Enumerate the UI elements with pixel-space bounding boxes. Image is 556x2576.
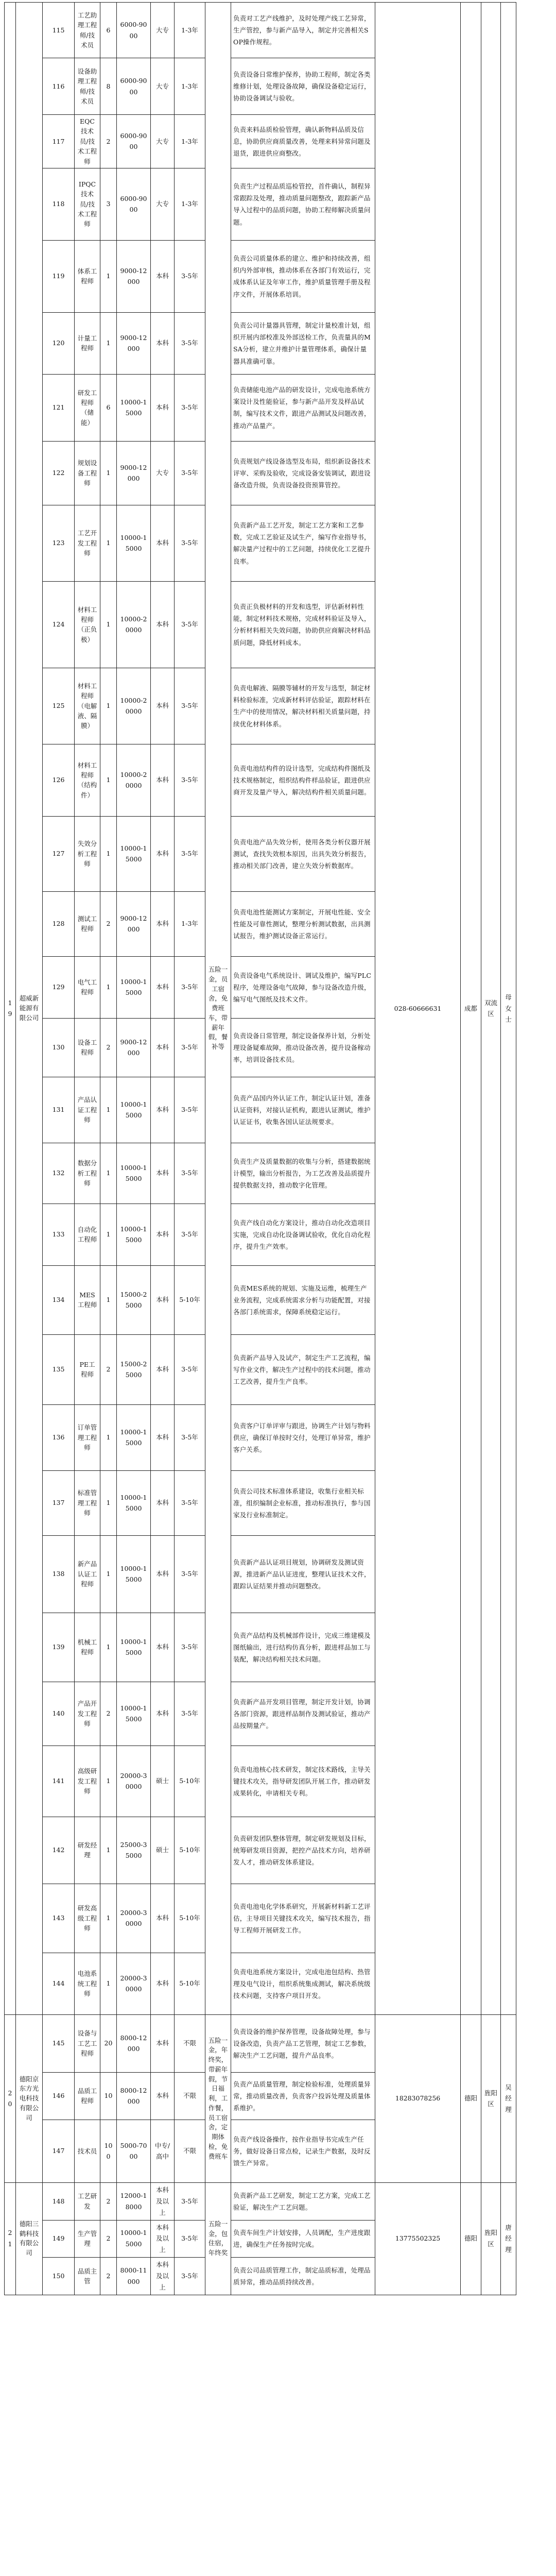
headcount: 1 <box>100 1884 117 1953</box>
education: 大专 <box>151 168 175 240</box>
post-number: 130 <box>43 1018 75 1077</box>
education: 大专 <box>151 441 175 505</box>
post-number: 127 <box>43 816 75 891</box>
experience: 3-5年 <box>175 374 205 441</box>
experience: 3-5年 <box>175 1404 205 1470</box>
salary-range: 15000-25000 <box>117 1334 151 1404</box>
experience: 不限 <box>175 2120 205 2182</box>
headcount: 2 <box>100 2182 117 2220</box>
salary-range: 8000-11000 <box>117 2258 151 2295</box>
experience: 5-10年 <box>175 1265 205 1334</box>
education: 中专/高中 <box>151 2120 175 2182</box>
post-name: 高级研发工程师 <box>75 1745 100 1817</box>
post-name: 标准管理工程师 <box>75 1470 100 1535</box>
salary-range: 20000-30000 <box>117 1884 151 1953</box>
post-name: 材料工程师（电解液、隔膜） <box>75 668 100 744</box>
post-number: 139 <box>43 1613 75 1682</box>
post-name: 品质工程师 <box>75 2072 100 2120</box>
experience: 3-5年 <box>175 816 205 891</box>
post-name: IPQC技术员/技术工程师 <box>75 168 100 240</box>
experience: 不限 <box>175 2072 205 2120</box>
salary-range: 10000-15000 <box>117 1613 151 1682</box>
job-duty: 负责公司质量体系的建立、维护和持续改善，组织内外部审核，推动体系在各部门有效运行，完成体系认证及年审工作，维护质量管理手册及程序文件，开展体系培训。 <box>231 240 375 312</box>
salary-range: 10000-15000 <box>117 1204 151 1265</box>
post-number: 136 <box>43 1404 75 1470</box>
post-name: 产品认证工程师 <box>75 1077 100 1143</box>
company-benefits: 五险一金，年终奖，带薪年假，节日福利，工作餐，员工宿舍，定期体检，免费班车 <box>205 2014 231 2182</box>
job-duty: 负责产品国内外认证工作，制定认证计划，准备认证资料，对接认证机构，跟进认证测试，维护认证证书，收集各国认证法规要求。 <box>231 1077 375 1143</box>
job-duty: 负责生产及质量数据的收集与分析，搭建数据统计模型，输出分析报告，为工艺改善及品质提升提供数据支持，推动数字化管理。 <box>231 1143 375 1204</box>
post-name: 测试工程师 <box>75 891 100 956</box>
job-duty: 负责电池系统方案设计，完成电池包结构、热管理及电气设计，组织系统集成测试，解决系统级技术问题，支持客户项目开发。 <box>231 1953 375 2014</box>
post-name: 研发工程师（储能） <box>75 374 100 441</box>
post-name: 订单管理工程师 <box>75 1404 100 1470</box>
post-number: 144 <box>43 1953 75 2014</box>
post-number: 121 <box>43 374 75 441</box>
salary-range: 10000-15000 <box>117 1682 151 1745</box>
job-duty: 负责新产品工艺研发，制定工艺方案，完成工艺验证，解决生产工艺问题。 <box>231 2182 375 2220</box>
education: 本科及以上 <box>151 2182 175 2220</box>
post-number: 150 <box>43 2258 75 2295</box>
post-number: 147 <box>43 2120 75 2182</box>
job-duty: 负责产线设备操作，按作业指导书完成生产任务，做好设备日常点检，记录生产数据，及时反馈生产异常。 <box>231 2120 375 2182</box>
headcount: 2 <box>100 115 117 168</box>
education: 本科 <box>151 581 175 668</box>
post-name: 生产管理 <box>75 2220 100 2258</box>
company-phone: 028-60666631 <box>375 3 461 2015</box>
headcount: 1 <box>100 1143 117 1204</box>
salary-range: 10000-15000 <box>117 816 151 891</box>
job-duty: 负责电池性能测试方案制定，开展电性能、安全性能及可靠性测试，整理分析测试数据，出具测试报告，维护测试设备正常运行。 <box>231 891 375 956</box>
headcount: 2 <box>100 2220 117 2258</box>
company-county: 德阳 <box>461 2014 481 2182</box>
headcount: 10 <box>100 2072 117 2120</box>
education: 本科 <box>151 1077 175 1143</box>
headcount: 1 <box>100 816 117 891</box>
post-name: 品质主管 <box>75 2258 100 2295</box>
education: 硕士 <box>151 1745 175 1817</box>
experience: 1-3年 <box>175 3 205 58</box>
salary-range: 10000-20000 <box>117 668 151 744</box>
experience: 5-10年 <box>175 1953 205 2014</box>
post-number: 116 <box>43 58 75 115</box>
headcount: 1 <box>100 668 117 744</box>
job-duty: 负责车间生产计划安排，人员调配，生产进度跟进，确保生产任务按时完成。 <box>231 2220 375 2258</box>
post-name: 材料工程师（结构件） <box>75 744 100 816</box>
post-number: 123 <box>43 505 75 581</box>
headcount: 1 <box>100 1470 117 1535</box>
salary-range: 25000-35000 <box>117 1817 151 1884</box>
company-county: 成都 <box>461 3 481 2015</box>
headcount: 1 <box>100 1613 117 1682</box>
company-contact: 唐经理 <box>501 2182 516 2295</box>
post-name: 技术员 <box>75 2120 100 2182</box>
job-duty: 负责客户订单评审与跟进，协调生产计划与物料供应，确保订单按时交付，处理订单异常，维护客户关系。 <box>231 1404 375 1470</box>
job-duty: 负责新产品认证项目规划，协调研发及测试资源，推进新产品认证进度，整理认证技术文件，跟踪认证结果并推动问题整改。 <box>231 1535 375 1613</box>
post-name: 研发高级工程师 <box>75 1884 100 1953</box>
headcount: 1 <box>100 1204 117 1265</box>
headcount: 1 <box>100 956 117 1018</box>
post-number: 129 <box>43 956 75 1018</box>
experience: 5-10年 <box>175 1817 205 1884</box>
table-row <box>5 2182 552 2220</box>
education: 本科 <box>151 1404 175 1470</box>
headcount: 1 <box>100 1077 117 1143</box>
job-duty: 负责公司技术标准体系建设，收集行业相关标准，组织编制企业标准，推动标准执行，参与国家及行业标准制定。 <box>231 1470 375 1535</box>
post-number: 133 <box>43 1204 75 1265</box>
salary-range: 5000-7000 <box>117 2120 151 2182</box>
salary-range: 10000-20000 <box>117 744 151 816</box>
education: 本科 <box>151 956 175 1018</box>
post-number: 119 <box>43 240 75 312</box>
salary-range: 10000-15000 <box>117 956 151 1018</box>
post-name: 材料工程师（正负极） <box>75 581 100 668</box>
experience: 3-5年 <box>175 1077 205 1143</box>
experience: 1-3年 <box>175 891 205 956</box>
post-name: 机械工程师 <box>75 1613 100 1682</box>
post-number: 135 <box>43 1334 75 1404</box>
headcount: 1 <box>100 312 117 374</box>
job-duty: 负责来料品质检验管理，确认新物料品质及信息，协助供应商质量改善，处理来料异常问题及退货，跟进供应商整改。 <box>231 115 375 168</box>
post-name: 失效分析工程师 <box>75 816 100 891</box>
headcount: 1 <box>100 1535 117 1613</box>
post-name: 体系工程师 <box>75 240 100 312</box>
post-name: 电气工程师 <box>75 956 100 1018</box>
education: 本科 <box>151 1204 175 1265</box>
headcount: 1 <box>100 1404 117 1470</box>
salary-range: 12000-18000 <box>117 2182 151 2220</box>
experience: 3-5年 <box>175 1204 205 1265</box>
post-number: 117 <box>43 115 75 168</box>
education: 本科 <box>151 312 175 374</box>
job-duty: 负责设备日常管理，制定设备保养计划，分析处理设备疑难故障，推动设备改善，提升设备稼动率，培训设备技术员。 <box>231 1018 375 1077</box>
salary-range: 6000-9000 <box>117 3 151 58</box>
headcount: 2 <box>100 1682 117 1745</box>
experience: 3-5年 <box>175 441 205 505</box>
job-duty: 负责电池结构件的设计选型，完成结构件图纸及技术规格制定，组织结构件样品验证，跟进供应商开发及量产导入，解决结构件相关质量问题。 <box>231 744 375 816</box>
post-name: 工艺研发 <box>75 2182 100 2220</box>
headcount: 8 <box>100 58 117 115</box>
post-name: 自动化工程师 <box>75 1204 100 1265</box>
education: 本科 <box>151 1334 175 1404</box>
job-duty: 负责规划产线设备选型及布局，组织新设备技术评审、采购及验收，完成设备安装调试，跟进设备改造升级，负责设备投资预算管控。 <box>231 441 375 505</box>
job-table <box>4 2 552 2295</box>
salary-range: 9000-12000 <box>117 240 151 312</box>
post-number: 126 <box>43 744 75 816</box>
company-county: 德阳 <box>461 2182 481 2295</box>
education: 本科 <box>151 668 175 744</box>
job-duty: 负责新产品工艺开发，制定工艺方案和工艺参数，完成工艺验证及试生产，编写作业指导书，解决量产过程中的工艺问题，持续优化工艺提升良率。 <box>231 505 375 581</box>
job-duty: 负责MES系统的规划、实施及运维，梳理生产业务流程，完成系统需求分析与功能配置，对接各部门系统需求，保障系统稳定运行。 <box>231 1265 375 1334</box>
job-duty: 负责电解液、隔膜等辅材的开发与选型，制定材料检验标准，完成新材料评估验证，跟踪材料在生产中的使用情况，解决材料相关质量问题，持续优化材料体系。 <box>231 668 375 744</box>
job-duty: 负责设备的维护保养管理，设备故障处理，参与设备改造，负责产品工艺管理，制定工艺参数，解决生产工艺问题，提升产品良率。 <box>231 2014 375 2072</box>
experience: 3-5年 <box>175 1334 205 1404</box>
job-duty: 负责生产过程品质巡检管控，首件确认，制程异常跟踪及处理，推动质量问题整改，跟踪新产品导入过程中的品质问题，协助工程师解决质量问题。 <box>231 168 375 240</box>
job-duty: 负责产线自动化方案设计，推动自动化改造项目实施，完成自动化设备调试验收，优化自动化程序，提升生产效率。 <box>231 1204 375 1265</box>
post-number: 141 <box>43 1745 75 1817</box>
post-name: 工艺开发工程师 <box>75 505 100 581</box>
experience: 3-5年 <box>175 744 205 816</box>
education: 本科 <box>151 816 175 891</box>
experience: 3-5年 <box>175 1682 205 1745</box>
table-row <box>5 2014 552 2072</box>
job-duty: 负责产品质量管理，制定检验标准，处理质量异常，推动质量改善，负责客户投诉处理及质量体系维护。 <box>231 2072 375 2120</box>
experience: 3-5年 <box>175 1018 205 1077</box>
education: 本科 <box>151 1535 175 1613</box>
education: 本科 <box>151 1265 175 1334</box>
experience: 1-3年 <box>175 58 205 115</box>
post-number: 146 <box>43 2072 75 2120</box>
headcount: 1 <box>100 441 117 505</box>
salary-range: 10000-15000 <box>117 1470 151 1535</box>
salary-range: 10000-20000 <box>117 581 151 668</box>
company-phone: 13775502325 <box>375 2182 461 2295</box>
salary-range: 20000-30000 <box>117 1953 151 2014</box>
table-row <box>5 3 552 58</box>
education: 本科 <box>151 240 175 312</box>
salary-range: 10000-15000 <box>117 1404 151 1470</box>
company-name: 超威新能源有限公司 <box>16 3 43 2015</box>
salary-range: 9000-12000 <box>117 441 151 505</box>
education: 本科 <box>151 1470 175 1535</box>
headcount: 2 <box>100 1018 117 1077</box>
salary-range: 9000-12000 <box>117 1018 151 1077</box>
experience: 3-5年 <box>175 1470 205 1535</box>
headcount: 1 <box>100 581 117 668</box>
experience: 3-5年 <box>175 1535 205 1613</box>
headcount: 6 <box>100 3 117 58</box>
post-number: 124 <box>43 581 75 668</box>
company-contact: 母女士 <box>501 3 516 2015</box>
experience: 3-5年 <box>175 2182 205 2220</box>
post-name: 产品开发工程师 <box>75 1682 100 1745</box>
company-phone: 18283078256 <box>375 2014 461 2182</box>
headcount: 20 <box>100 2014 117 2072</box>
headcount: 1 <box>100 1953 117 2014</box>
post-number: 137 <box>43 1470 75 1535</box>
education: 硕士 <box>151 1817 175 1884</box>
job-duty: 负责设备电气系统设计、调试及维护，编写PLC程序，处理设备电气故障，参与设备改造升级，编写电气图纸及技术文件。 <box>231 956 375 1018</box>
education: 本科 <box>151 1613 175 1682</box>
headcount: 2 <box>100 891 117 956</box>
post-name: 设备助理工程师/技术员 <box>75 58 100 115</box>
post-number: 132 <box>43 1143 75 1204</box>
company-contact: 吴经理 <box>501 2014 516 2182</box>
company-benefits: 五险一金，包住宿，年终奖 <box>205 2182 231 2295</box>
job-duty: 负责电池核心技术研发，制定技术路线，主导关键技术攻关，指导研发团队开展工作，推动研发成果转化，申请相关专利。 <box>231 1745 375 1817</box>
education: 大专 <box>151 115 175 168</box>
experience: 3-5年 <box>175 1143 205 1204</box>
post-name: 数据分析工程师 <box>75 1143 100 1204</box>
post-name: 设备与工艺工程师 <box>75 2014 100 2072</box>
headcount: 2 <box>100 2258 117 2295</box>
experience: 3-5年 <box>175 2220 205 2258</box>
job-duty: 负责研发团队整体管理，制定研发规划及目标，统筹研发项目资源，把控产品技术方向，培养研发人才，推动研发体系建设。 <box>231 1817 375 1884</box>
education: 本科 <box>151 1953 175 2014</box>
company-district: 旌阳区 <box>481 2014 501 2182</box>
post-number: 148 <box>43 2182 75 2220</box>
job-duty: 负责储能电池产品的研发设计，完成电池系统方案设计及性能验证，参与新产品开发及样品试制，编写技术文件，跟进产品测试及问题改善，推动产品量产。 <box>231 374 375 441</box>
job-duty: 负责对工艺产线维护，及时处理产线工艺异常，生产管控，参与新产品导入，制定并完善相关SOP操作规程。 <box>231 3 375 58</box>
company-index: 20 <box>5 2014 16 2182</box>
job-duty: 负责设备日常维护保养，协助工程师，制定各类维修计划，处理设备故障，确保设备稳定运行，协助设备调试与验收。 <box>231 58 375 115</box>
company-name: 德阳三鹤科技有限公司 <box>16 2182 43 2295</box>
experience: 3-5年 <box>175 1613 205 1682</box>
salary-range: 9000-12000 <box>117 312 151 374</box>
education: 本科 <box>151 891 175 956</box>
experience: 3-5年 <box>175 2258 205 2295</box>
post-number: 131 <box>43 1077 75 1143</box>
salary-range: 8000-12000 <box>117 2072 151 2120</box>
salary-range: 6000-9000 <box>117 58 151 115</box>
company-name: 德阳京东方光电科技有限公司 <box>16 2014 43 2182</box>
headcount: 100 <box>100 2120 117 2182</box>
education: 本科 <box>151 1143 175 1204</box>
job-duty: 负责电池电化学体系研究，开展新材料新工艺评估，主导项目关键技术攻关，编写技术报告，指导工程师开展研发工作。 <box>231 1884 375 1953</box>
company-district: 双流区 <box>481 3 501 2015</box>
company-district: 旌阳区 <box>481 2182 501 2295</box>
post-number: 143 <box>43 1884 75 1953</box>
education: 本科 <box>151 1884 175 1953</box>
headcount: 1 <box>100 1745 117 1817</box>
headcount: 3 <box>100 168 117 240</box>
experience: 1-3年 <box>175 168 205 240</box>
headcount: 1 <box>100 1265 117 1334</box>
salary-range: 9000-12000 <box>117 891 151 956</box>
job-duty: 负责公司品质管理工作，制定品质标准，处理品质异常，推动品质持续改善。 <box>231 2258 375 2295</box>
headcount: 6 <box>100 374 117 441</box>
company-index: 21 <box>5 2182 16 2295</box>
job-duty: 负责产品结构及机械部件设计，完成三维建模及图纸输出，进行结构仿真分析，跟进样品加工与装配，解决结构相关技术问题。 <box>231 1613 375 1682</box>
post-name: PE工程师 <box>75 1334 100 1404</box>
headcount: 1 <box>100 240 117 312</box>
education: 本科及以上 <box>151 2220 175 2258</box>
headcount: 1 <box>100 1817 117 1884</box>
company-benefits: 五险一金，员工宿舍，免费班车，带薪年假，餐补等 <box>205 3 231 2015</box>
salary-range: 6000-9000 <box>117 115 151 168</box>
post-name: 电池系统工程师 <box>75 1953 100 2014</box>
experience: 3-5年 <box>175 581 205 668</box>
education: 本科 <box>151 374 175 441</box>
experience: 5-10年 <box>175 1884 205 1953</box>
post-name: MES工程师 <box>75 1265 100 1334</box>
salary-range: 10000-15000 <box>117 505 151 581</box>
headcount: 1 <box>100 505 117 581</box>
post-number: 115 <box>43 3 75 58</box>
post-number: 138 <box>43 1535 75 1613</box>
experience: 不限 <box>175 2014 205 2072</box>
post-number: 142 <box>43 1817 75 1884</box>
experience: 3-5年 <box>175 312 205 374</box>
education: 本科及以上 <box>151 2258 175 2295</box>
education: 本科 <box>151 1682 175 1745</box>
salary-range: 10000-15000 <box>117 2220 151 2258</box>
experience: 3-5年 <box>175 240 205 312</box>
education: 大专 <box>151 58 175 115</box>
education: 大专 <box>151 3 175 58</box>
salary-range: 10000-15000 <box>117 374 151 441</box>
education: 本科 <box>151 2014 175 2072</box>
education: 本科 <box>151 2072 175 2120</box>
experience: 1-3年 <box>175 115 205 168</box>
experience: 3-5年 <box>175 668 205 744</box>
salary-range: 15000-25000 <box>117 1265 151 1334</box>
salary-range: 10000-15000 <box>117 1077 151 1143</box>
experience: 5-10年 <box>175 1745 205 1817</box>
experience: 3-5年 <box>175 505 205 581</box>
post-name: 规划设备工程师 <box>75 441 100 505</box>
salary-range: 10000-15000 <box>117 1143 151 1204</box>
post-number: 118 <box>43 168 75 240</box>
salary-range: 8000-12000 <box>117 2014 151 2072</box>
job-duty: 负责电池产品失效分析，使用各类分析仪器开展测试，查找失效根本原因，出具失效分析报告，推动相关部门改善，建立失效分析数据库。 <box>231 816 375 891</box>
post-number: 145 <box>43 2014 75 2072</box>
post-name: 新产品认证工程师 <box>75 1535 100 1613</box>
post-name: 工艺助理工程师/技术员 <box>75 3 100 58</box>
job-duty: 负责新产品导入及试产，制定生产工艺流程，编写作业文件，解决生产过程中的技术问题，推动工艺改善，提升生产良率。 <box>231 1334 375 1404</box>
job-duty: 负责新产品开发项目管理，制定开发计划，协调各部门资源，跟进样品制作及测试验证，推动产品按期量产。 <box>231 1682 375 1745</box>
post-number: 125 <box>43 668 75 744</box>
headcount: 1 <box>100 744 117 816</box>
company-index: 19 <box>5 3 16 2015</box>
post-number: 140 <box>43 1682 75 1745</box>
post-name: 研发经理 <box>75 1817 100 1884</box>
post-number: 128 <box>43 891 75 956</box>
salary-range: 6000-9000 <box>117 168 151 240</box>
education: 本科 <box>151 744 175 816</box>
post-number: 122 <box>43 441 75 505</box>
post-name: 设备工程师 <box>75 1018 100 1077</box>
salary-range: 20000-30000 <box>117 1745 151 1817</box>
education: 本科 <box>151 505 175 581</box>
post-name: EQC技术员/技术工程师 <box>75 115 100 168</box>
salary-range: 10000-15000 <box>117 1535 151 1613</box>
post-number: 134 <box>43 1265 75 1334</box>
post-number: 120 <box>43 312 75 374</box>
headcount: 2 <box>100 1334 117 1404</box>
experience: 3-5年 <box>175 956 205 1018</box>
post-name: 计量工程师 <box>75 312 100 374</box>
job-duty: 负责正负极材料的开发和选型，评估新材料性能，制定材料技术规格，完成材料验证及导入，分析材料相关失效问题，协助供应商解决材料品质问题，降低材料成本。 <box>231 581 375 668</box>
job-duty: 负责公司计量器具管理，制定计量校准计划，组织开展内部校准及外部送检工作，负责量具的MSA分析，建立并维护计量管理体系，确保计量器具准确可靠。 <box>231 312 375 374</box>
education: 本科 <box>151 1018 175 1077</box>
post-number: 149 <box>43 2220 75 2258</box>
